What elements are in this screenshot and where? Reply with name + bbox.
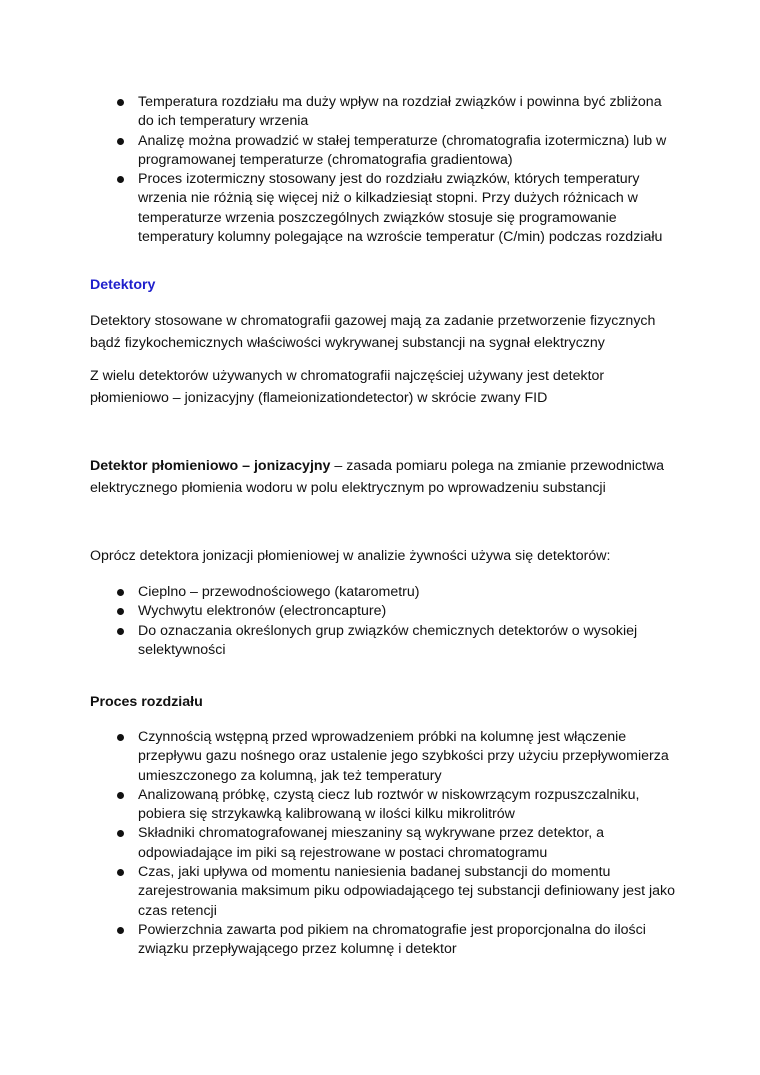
bullet-icon (117, 869, 124, 876)
list-item-text: Analizowaną próbkę, czystą ciecz lub roztwór w niskowrzącym rozpuszczalniku, pobiera się strzykawką kalibrowaną w ilości kilku mikrolitrów (138, 786, 640, 823)
detektory-paragraph: Detektory stosowane w chromatografii gazowej mają za zadanie przetworzenie fizycznych bądź fizykochemicznych właściwości wykrywanej substancji na sygnał elektryczny (90, 313, 656, 351)
list-item (90, 824, 680, 863)
list-item (90, 728, 680, 786)
other-detectors-list (90, 583, 680, 660)
section-heading-proces: Proces rozdziału (90, 694, 203, 710)
list-item-text: Do oznaczania określonych grup związków chemicznych detektorów o wysokiej selektywności (138, 622, 638, 658)
list-item-text: Składniki chromatografowanej mieszaniny są wykrywane przez detektor, a odpowiadające im piki są rejestrowane w postaci chromatogramu (138, 825, 605, 861)
bullet-icon (117, 138, 124, 145)
list-item (90, 602, 680, 621)
list-item (90, 863, 680, 921)
bullet-icon (117, 927, 124, 934)
list-item (90, 786, 680, 825)
temperature-bullet-list (90, 93, 680, 247)
list-item-text: Czas, jaki upływa od momentu naniesienia badanej substancji do momentu zarejestrowania maksimum piku odpowiadającego tej substancji definiowany jest jako czas retencji (138, 864, 676, 919)
bullet-icon (117, 99, 124, 106)
list-item-text: Czynnością wstępną przed wprowadzeniem próbki na kolumnę jest włączenie przepływu gazu nośnego oraz ustalenie jego szybkości przy użyciu przepływomierza umieszczonego za kolumną, jak też temperatury (138, 729, 669, 784)
bullet-icon (117, 608, 124, 615)
list-item-text: Powierzchnia zawarta pod pikiem na chromatografie jest proporcjonalna do ilości związku przepływającego przez kolumnę i detektor (138, 921, 646, 958)
proces-bullet-list (90, 728, 680, 960)
list-item (90, 132, 680, 171)
list-item (90, 170, 680, 247)
fid-intro-paragraph: Z wielu detektorów używanych w chromatografii najczęściej używany jest detektor płomieniowo – jonizacyjny (flameionizationdetector) w skrócie zwany FID (90, 368, 605, 406)
bullet-icon (117, 628, 124, 635)
bullet-icon (117, 830, 124, 837)
bullet-icon (117, 734, 124, 741)
section-heading-detektory: Detektory (90, 277, 156, 293)
list-item (90, 921, 680, 960)
bullet-icon (117, 792, 124, 799)
list-item (90, 622, 680, 661)
fid-term: Detektor płomieniowo – jonizacyjny (90, 458, 331, 474)
fid-description-paragraph (90, 455, 680, 499)
list-item-text: Cieplno – przewodnościowego (katarometru) (138, 584, 420, 600)
list-item-text: Temperatura rozdziału ma duży wpływ na rozdział związków i powinna być zbliżona do ich temperatury wrzenia (138, 94, 662, 130)
bullet-icon (117, 176, 124, 183)
fid-definition: – zasada pomiaru polega na zmianie przewodnictwa elektrycznego płomienia wodoru w polu elektrycznym po wprowadzeniu substancji (90, 458, 665, 496)
bullet-icon (117, 589, 124, 596)
list-item (90, 583, 680, 602)
list-item (90, 93, 680, 132)
list-item-text: Analizę można prowadzić w stałej temperaturze (chromatografia izotermiczna) lub w programowanej temperaturze (chromatografia gradientowa) (138, 132, 667, 168)
other-detectors-intro: Oprócz detektora jonizacji płomieniowej w analizie żywności używa się detektorów: (90, 548, 611, 564)
list-item-text: Wychwytu elektronów (electroncapture) (138, 603, 387, 620)
list-item-text: Proces izotermiczny stosowany jest do rozdziału związków, których temperatury wrzenia nie różnią się więcej niż o kilkadziesiąt stopni. Przy dużych różnicach w temperaturze wrzenia poszczególnych związków stosuje się programowanie temperatury kolumny polegające na wzroście temperatur (C/min) podczas rozdziału (138, 171, 663, 246)
